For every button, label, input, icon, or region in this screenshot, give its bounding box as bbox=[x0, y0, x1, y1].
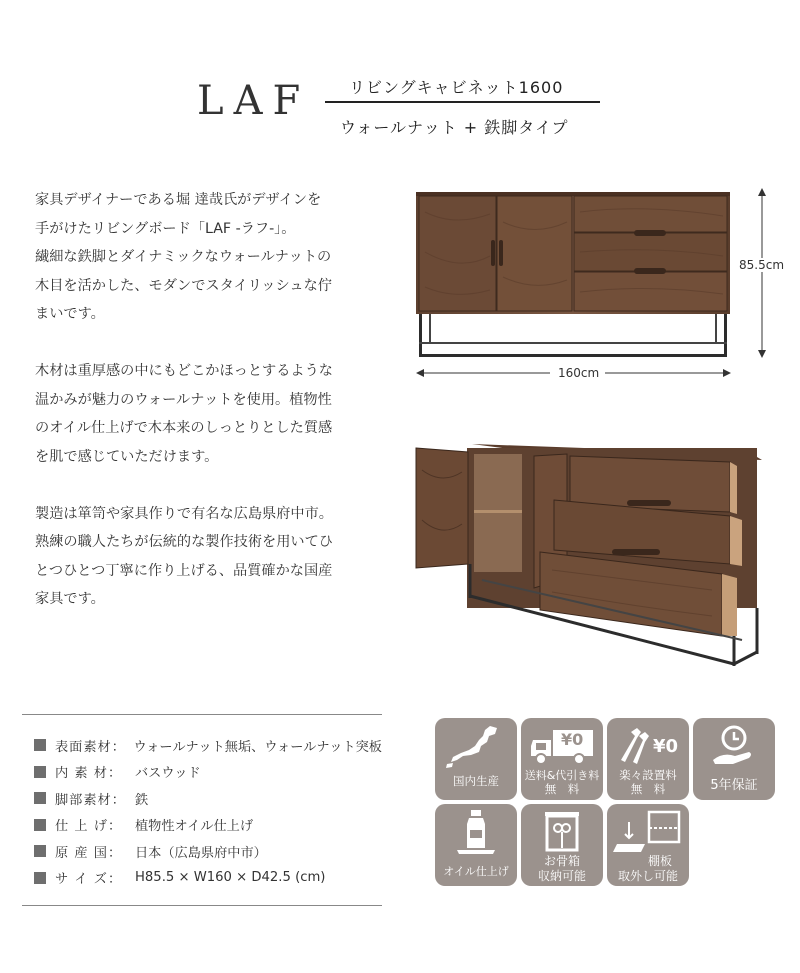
badge-label: 5年保証 bbox=[710, 778, 758, 793]
badge-ashes-storage bbox=[521, 804, 603, 886]
brand-logo: LAF bbox=[197, 78, 311, 124]
spec-table bbox=[22, 714, 382, 906]
spec-label: 脚部素材： bbox=[55, 792, 126, 808]
description-paragraph: 家具デザイナーである堀 達哉氏がデザインを 手がけたリビングボード「LAF -ラフ-」。 繊細な鉄脚とダイナミックなウォールナットの 木目を活かした、モダンでスタイリッシュな佇 まいです。 bbox=[35, 192, 332, 322]
bullet-square-icon bbox=[34, 819, 46, 831]
clock-hand-icon bbox=[693, 722, 775, 770]
japan-map-icon bbox=[435, 722, 517, 770]
badge-label: オイル仕上げ bbox=[443, 865, 509, 878]
spec-label: 内 素 材： bbox=[55, 766, 123, 782]
width-dimension: 160cm bbox=[558, 366, 600, 380]
spec-value: H85.5 × W160 × D42.5 (cm) bbox=[135, 870, 326, 886]
spec-value: 鉄 bbox=[135, 792, 149, 808]
badge-warranty bbox=[693, 718, 775, 800]
bullet-square-icon bbox=[34, 872, 46, 884]
product-name: リビングキャビネット1600 bbox=[349, 78, 564, 97]
spec-value: バスウッド bbox=[135, 766, 201, 782]
spec-row bbox=[34, 838, 382, 865]
description-paragraph: 製造は箪笥や家具作りで有名な広島県府中市。 熟練の職人たちが伝統的な製作技術を用いてひ とつひとつ丁寧に作り上げる、品質確かな国産 家具です。 bbox=[35, 505, 333, 607]
height-dimension: 85.5cm bbox=[739, 258, 785, 272]
bullet-square-icon bbox=[34, 792, 46, 804]
badge-made-in-japan bbox=[435, 718, 517, 800]
badge-label: 棚板 bbox=[647, 854, 672, 868]
spec-value: ウォールナット無垢、ウォールナット突板 bbox=[133, 739, 382, 755]
badge-label: 楽々設置料 bbox=[619, 768, 677, 782]
cabinet-open-image bbox=[412, 440, 767, 670]
badge-label: 送料&代引き料 bbox=[524, 769, 600, 782]
spec-row bbox=[34, 785, 382, 812]
badge-free-shipping bbox=[521, 718, 603, 800]
description-paragraph: 木材は重厚感の中にもどこかほっとするような 温かみが魅力のウォールナットを使用。植物性 のオイル仕上げで木本来のしっとりとした質感 を肌で感じていただけます。 bbox=[35, 363, 333, 465]
badge-label: 無 料 bbox=[630, 782, 666, 796]
badge-removable-shelf bbox=[607, 804, 689, 886]
spec-label: 表面素材： bbox=[55, 739, 126, 755]
spec-label: サ イ ズ： bbox=[55, 872, 123, 888]
bullet-square-icon bbox=[34, 739, 46, 751]
spec-bottom-divider bbox=[22, 905, 382, 906]
urn-box-icon bbox=[521, 808, 603, 856]
yen-zero-text: ¥0 bbox=[561, 730, 584, 749]
yen-zero-text: ¥0 bbox=[653, 736, 679, 757]
spec-label: 仕 上 げ： bbox=[55, 819, 123, 835]
spec-value: 植物性オイル仕上げ bbox=[135, 819, 254, 835]
spec-row bbox=[34, 732, 382, 759]
product-description bbox=[35, 186, 375, 642]
spec-label: 原 産 国： bbox=[55, 845, 123, 861]
title-divider bbox=[325, 101, 600, 103]
shelf-icon bbox=[607, 808, 689, 856]
badge-label: お骨箱 bbox=[543, 854, 580, 868]
badge-label: 取外し可能 bbox=[617, 869, 678, 883]
spec-row bbox=[34, 865, 382, 892]
cabinet-front-image bbox=[405, 182, 800, 382]
badge-label: 無 料 bbox=[544, 782, 580, 796]
bullet-square-icon bbox=[34, 766, 46, 778]
spec-value: 日本（広島県府中市） bbox=[135, 845, 267, 861]
bullet-square-icon bbox=[34, 845, 46, 857]
badge-free-setup bbox=[607, 718, 689, 800]
badge-label: 国内生産 bbox=[453, 774, 499, 788]
spec-row bbox=[34, 759, 382, 786]
badge-label: 収納可能 bbox=[537, 869, 586, 883]
oil-bottle-icon bbox=[435, 808, 517, 856]
product-variant: ウォールナット + 鉄脚タイプ bbox=[340, 118, 569, 137]
badge-oil-finish bbox=[435, 804, 517, 886]
spec-row bbox=[34, 812, 382, 839]
